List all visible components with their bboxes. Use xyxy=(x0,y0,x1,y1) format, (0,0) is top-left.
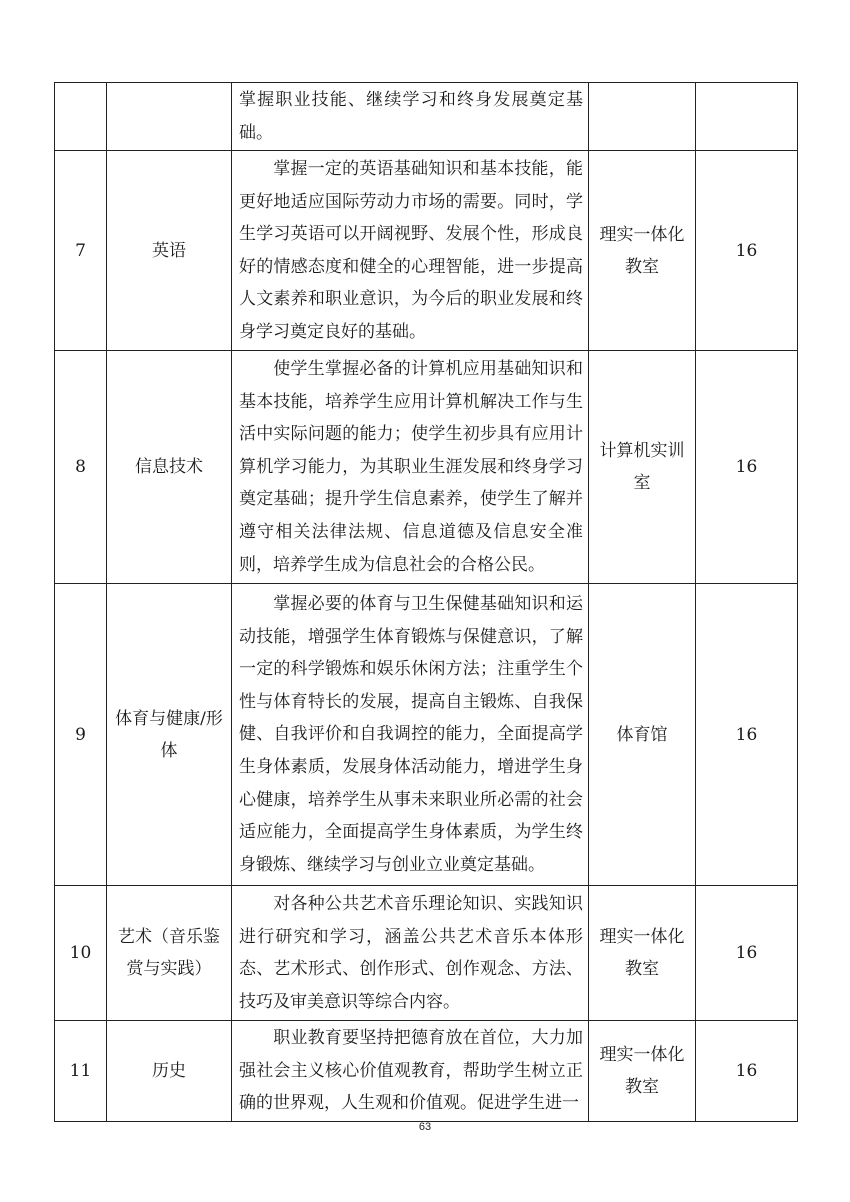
course-venue: 理实一体化教室 xyxy=(589,886,696,1021)
course-objective xyxy=(232,584,589,886)
objective-text: 掌握职业技能、继续学习和终身发展奠定基础。 xyxy=(239,90,583,143)
objective-text: 职业教育要坚持把德育放在首位，大力加强社会主义核心价值观教育，帮助学生树立正确的世界观，人生观和价值观。促进学生进一 xyxy=(239,1028,583,1114)
course-venue: 体育馆 xyxy=(589,584,696,886)
course-objective xyxy=(232,1021,589,1122)
course-venue xyxy=(589,83,696,151)
table-row xyxy=(55,351,798,584)
course-name: 英语 xyxy=(107,151,232,351)
table-row xyxy=(55,151,798,351)
course-number: 8 xyxy=(55,351,107,584)
course-hours xyxy=(696,83,798,151)
course-number: 9 xyxy=(55,584,107,886)
course-number: 10 xyxy=(55,886,107,1021)
course-objective xyxy=(232,151,589,351)
course-venue: 计算机实训室 xyxy=(589,351,696,584)
course-hours: 16 xyxy=(696,151,798,351)
page-number: 63 xyxy=(418,1121,432,1133)
course-name: 历史 xyxy=(107,1021,232,1122)
course-name: 艺术（音乐鉴赏与实践） xyxy=(107,886,232,1021)
objective-text: 掌握一定的英语基础知识和基本技能，能更好地适应国际劳动力市场的需要。同时，学生学习英语可以开阔视野、发展个性，形成良好的情感态度和健全的心理智能，进一步提高人文素养和职业意识，为今后的职业发展和终身学习奠定良好的基础。 xyxy=(239,158,583,342)
course-number xyxy=(55,83,107,151)
course-venue: 理实一体化教室 xyxy=(589,1021,696,1122)
course-number: 7 xyxy=(55,151,107,351)
course-hours: 16 xyxy=(696,584,798,886)
table-row xyxy=(55,1021,798,1122)
course-name: 信息技术 xyxy=(107,351,232,584)
objective-text: 对各种公共艺术音乐理论知识、实践知识进行研究和学习，涵盖公共艺术音乐本体形态、艺术形式、创作形式、创作观念、方法、技巧及审美意识等综合内容。 xyxy=(239,894,583,1012)
course-hours: 16 xyxy=(696,1021,798,1122)
table-row xyxy=(55,584,798,886)
course-hours: 16 xyxy=(696,351,798,584)
course-objective xyxy=(232,83,589,151)
table-row xyxy=(55,83,798,151)
table-row xyxy=(55,886,798,1021)
course-venue: 理实一体化教室 xyxy=(589,151,696,351)
course-hours: 16 xyxy=(696,886,798,1021)
course-objective xyxy=(232,351,589,584)
objective-text: 使学生掌握必备的计算机应用基础知识和基本技能，培养学生应用计算机解决工作与生活中实际问题的能力；使学生初步具有应用计算机学习能力，为其职业生涯发展和终身学习奠定基础；提升学生信息素养，使学生了解并遵守相关法律法规、信息道德及信息安全准则，培养学生成为信息社会的合格公民。 xyxy=(239,359,583,575)
course-name: 体育与健康/形体 xyxy=(107,584,232,886)
curriculum-table xyxy=(54,82,798,1122)
course-name xyxy=(107,83,232,151)
course-number: 11 xyxy=(55,1021,107,1122)
course-objective xyxy=(232,886,589,1021)
objective-text: 掌握必要的体育与卫生保健基础知识和运动技能，增强学生体育锻炼与保健意识，了解一定的科学锻炼和娱乐休闲方法；注重学生个性与体育特长的发展，提高自主锻炼、自我保健、自我评价和自我调控的能力，全面提高学生身体素质，发展身体活动能力，增进学生身心健康，培养学生从事未来职业所必需的社会适应能力，全面提高学生身体素质，为学生终身锻炼、继续学习与创业立业奠定基础。 xyxy=(239,594,583,875)
